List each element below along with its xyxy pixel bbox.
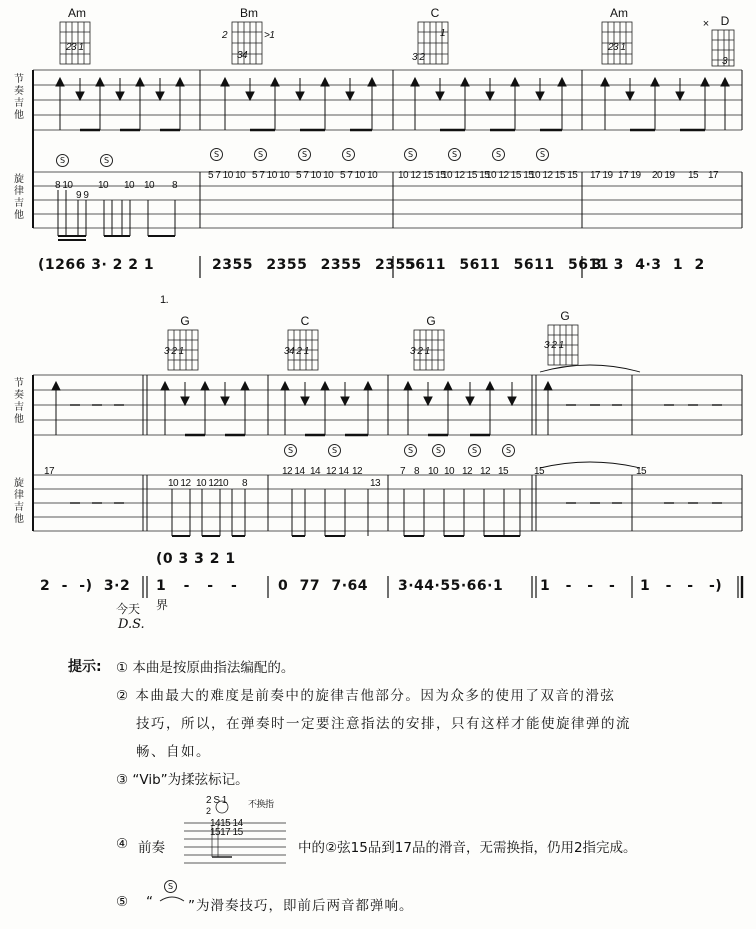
tip-number: ① — [116, 660, 129, 676]
chord-g-2: G — [426, 314, 436, 328]
slide-mark: S — [284, 444, 297, 457]
slide-mark: S — [56, 154, 69, 167]
tip-item-1 — [116, 656, 294, 676]
tab-number: 5 7 10 10 — [296, 170, 334, 181]
tab-number: 8 10 — [55, 180, 73, 191]
chord-c-2: C — [300, 314, 310, 328]
finger-g-3: 3 2 1 — [544, 340, 564, 351]
tip-diagram-row1: 1415 14 — [210, 818, 243, 829]
tab-number: 10 12 15 15 — [398, 170, 446, 181]
notation-measure: 5611 5611 5611 5611 — [405, 257, 609, 273]
tab-number: 5 7 10 10 — [340, 170, 378, 181]
tab-number: 10 — [444, 466, 455, 477]
chord-c-1: C — [430, 6, 440, 20]
finger-am-1: 23 1 — [66, 42, 84, 53]
tab-number: 14 — [310, 466, 321, 477]
slide-mark: S — [536, 148, 549, 161]
tip-item-5-number: ⑤ — [116, 894, 129, 910]
finger-g-1: 3 2 1 — [164, 346, 184, 357]
tip-item-5-quote: “ — [146, 894, 153, 910]
slide-mark: S — [502, 444, 515, 457]
notation-measure: 2 - -) 3·2 — [40, 578, 131, 594]
slide-mark: S — [432, 444, 445, 457]
notation-measure: 1 - - - — [156, 578, 238, 594]
slide-mark: S — [100, 154, 113, 167]
tip-item-4-after: 中的②弦15品到17品的滑音，无需换指，仍用2指完成。 — [298, 840, 637, 856]
chord-am-2: Am — [610, 6, 628, 20]
chord-bm: Bm — [240, 6, 258, 20]
notation-measure: (1266 3· 2 2 1 — [38, 257, 155, 273]
rhythm-guitar-label: 节 奏 吉 他 — [14, 378, 24, 425]
notation-measure: 0 77 7·64 — [278, 578, 369, 594]
slide-mark: S — [342, 148, 355, 161]
chord-g-3: G — [560, 309, 570, 323]
lyric-text: 今天 — [116, 602, 141, 616]
tab-number: 20 19 — [652, 170, 675, 181]
rhythm-guitar-label: 节 奏 吉 他 — [14, 74, 24, 121]
melody-guitar-label: 旋 律 吉 他 — [14, 478, 24, 525]
notation-measure: 3·44·55·66·1 — [398, 578, 504, 594]
tab-number: 12 14 — [282, 466, 305, 477]
tab-number: 17 19 — [618, 170, 641, 181]
tab-number: 10 12 15 15 — [442, 170, 490, 181]
tip-item-2-cont: 技巧，所以，在弹奏时一定要注意指法的安排，只有这样才能使旋律弹的流 — [136, 716, 631, 732]
slide-mark: S — [492, 148, 505, 161]
tip-item-4-before: 前奏 — [138, 840, 165, 856]
notation-pickup: (0 3 3 2 1 — [156, 551, 236, 567]
slide-mark: S — [298, 148, 311, 161]
melody-guitar-label: 旋 律 吉 他 — [14, 174, 24, 221]
finger-g-2: 3 2 1 — [410, 346, 430, 357]
finger-am-2: 23 1 — [608, 42, 626, 53]
chord-g-1: G — [180, 314, 190, 328]
tab-number: 10 — [124, 180, 135, 191]
slide-mark: S — [254, 148, 267, 161]
slide-mark: S — [404, 444, 417, 457]
finger-c-1: 1 — [440, 28, 446, 39]
tab-number: 10 — [428, 466, 439, 477]
tab-number: 10 12 15 15 — [486, 170, 534, 181]
tab-number: 12 — [480, 466, 491, 477]
tab-number: 8 — [414, 466, 420, 477]
tab-number: 10 — [144, 180, 155, 191]
slide-mark: S — [404, 148, 417, 161]
tip-text: 本曲最大的难度是前奏中的旋律吉他部分。因为众多的使用了双音的滑弦 — [135, 688, 616, 704]
tab-number: 15 — [688, 170, 699, 181]
slide-mark: S — [210, 148, 223, 161]
barlines-notation-1 — [0, 252, 756, 280]
chord-d: D — [720, 14, 730, 28]
tips-header: 提示: — [68, 659, 102, 675]
tip-number: ② — [116, 688, 130, 704]
finger-bm-left: 2 — [222, 30, 228, 41]
tab-number: 12 14 — [326, 466, 349, 477]
tab-number: 15 — [498, 466, 509, 477]
tip-item-3 — [116, 768, 249, 788]
finger-c: 3 2 — [412, 52, 425, 63]
tip-number: ③ — [116, 772, 129, 788]
tab-number: 8 — [242, 478, 248, 489]
tab-number: 10 12 15 15 — [530, 170, 578, 181]
barlines-notation-2 — [0, 572, 756, 600]
tip-diagram-note: 不换指 — [248, 799, 274, 809]
volta-label: 1. — [160, 294, 169, 306]
finger-bm: 34 — [237, 50, 248, 61]
score-system-2-lines — [0, 300, 756, 600]
notation-measure: 3 3 4·3 1 2 — [592, 257, 705, 273]
tip-item-5-text: ”为滑奏技巧，即前后两音都弹响。 — [188, 898, 414, 914]
notation-measure: 2355 2355 2355 2355 — [212, 257, 416, 273]
tab-number: 12 — [352, 466, 363, 477]
slide-arc-icon — [158, 893, 186, 903]
finger-d: 3 — [722, 56, 728, 67]
finger-bm-right: >1 — [264, 30, 275, 41]
notation-measure: 1 - - -) — [640, 578, 723, 594]
tab-number: 10 — [98, 180, 109, 191]
tab-number: 12 — [462, 466, 473, 477]
tip-diagram-row2: 1517 15 — [210, 827, 243, 838]
tip-item-4-number: ④ — [116, 836, 129, 852]
tab-number: 5 7 10 10 — [208, 170, 246, 181]
tip-item-2-cont: 畅、自如。 — [136, 744, 211, 760]
tip-text: 本曲是按原曲指法编配的。 — [132, 660, 295, 676]
slide-mark: S — [448, 148, 461, 161]
tab-number: 5 7 10 10 — [252, 170, 290, 181]
chord-am-1: Am — [68, 6, 86, 20]
tab-number: 15 — [636, 466, 647, 477]
score-system-1-lines — [0, 0, 756, 290]
slide-mark: S — [468, 444, 481, 457]
finger-c-2: 34 2 1 — [284, 346, 309, 357]
tab-number: 7 — [400, 466, 406, 477]
tab-number: 9 9 — [76, 190, 89, 201]
tab-number: 13 — [370, 478, 381, 489]
tab-number: 10 12 — [168, 478, 191, 489]
tab-number: 10 12 — [196, 478, 219, 489]
slide-mark: S — [328, 444, 341, 457]
tip-text: “Vib”为揉弦标记。 — [132, 772, 249, 788]
tab-number: 17 — [44, 466, 55, 477]
tip-diagram-sub: 2 — [206, 806, 211, 816]
ds-marking: D.S. — [118, 617, 145, 632]
slide-mark-icon: S — [164, 880, 177, 893]
tab-number: 10 — [218, 478, 229, 489]
lyric-text: 界 — [156, 598, 169, 612]
tab-number: 17 — [708, 170, 719, 181]
tab-number: 15 — [534, 466, 545, 477]
tab-number: 8 — [172, 180, 178, 191]
chord-d-mute: × — [702, 18, 710, 30]
tip-diagram-top: 2 S 1 — [206, 795, 227, 806]
tip-item-2 — [116, 684, 615, 704]
notation-measure: 1 - - - — [540, 578, 616, 594]
tab-number: 17 19 — [590, 170, 613, 181]
